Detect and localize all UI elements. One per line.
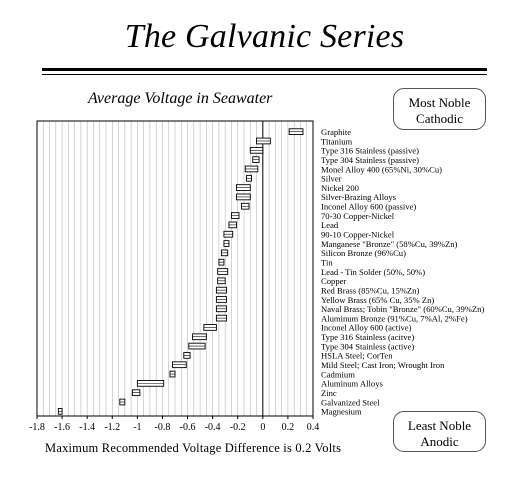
least-noble-box — [393, 411, 486, 452]
metal-label: Titanium — [321, 136, 353, 147]
x-tick-label: -1 — [133, 422, 142, 433]
metal-label: Magnesium — [321, 406, 362, 417]
metal-label: Type 304 Stainless (active) — [321, 341, 415, 352]
title-rule-thin — [42, 74, 487, 75]
cathodic-label: Cathodic — [416, 111, 463, 126]
metal-label: Mild Steel; Cast Iron; Wrought Iron — [321, 360, 445, 371]
metal-label: Copper — [321, 276, 347, 287]
x-tick-label: -1.8 — [29, 422, 45, 433]
anodic-label: Anodic — [420, 434, 459, 449]
metal-label: Type 304 Stainless (passive) — [321, 154, 419, 165]
metal-label: Cadmium — [321, 369, 355, 380]
least-noble-label: Least Noble — [407, 418, 472, 433]
metal-label: Graphite — [321, 126, 352, 137]
footer-note: Maximum Recommended Voltage Difference is 0.2 Volts — [45, 441, 342, 455]
metal-label: 70-30 Copper-Nickel — [321, 210, 395, 221]
x-axis-tick-labels — [29, 416, 319, 433]
metal-label: Type 316 Stainless (passive) — [321, 145, 419, 156]
metal-label: Monel Alloy 400 (65%Ni, 30%Cu) — [321, 164, 443, 175]
metal-label: Silver — [321, 173, 342, 184]
x-tick-label: -1.2 — [104, 422, 121, 433]
metal-label: Tin — [321, 257, 333, 268]
x-tick-label: 0 — [260, 422, 266, 433]
metal-label: Lead - Tin Solder (50%, 50%) — [321, 266, 426, 277]
x-tick-label: -0.6 — [179, 422, 196, 433]
metal-label: Lead — [321, 220, 339, 231]
most-noble-box — [393, 88, 486, 130]
metal-label: Galvanized Steel — [321, 397, 380, 408]
x-tick-label: -1.4 — [79, 422, 96, 433]
metal-label: Silver-Brazing Alloys — [321, 192, 397, 203]
metal-labels — [321, 127, 484, 417]
metal-label: Inconel Alloy 600 (active) — [321, 322, 412, 333]
most-noble-label: Most Noble — [408, 95, 471, 110]
metal-label: Yellow Brass (65% Cu, 35% Zn) — [321, 294, 435, 305]
chart-subtitle: Average Voltage in Seawater — [88, 90, 273, 107]
chart-bars — [58, 129, 303, 414]
metal-label: Zinc — [321, 387, 337, 398]
metal-label: Silicon Bronze (96%Cu) — [321, 248, 406, 259]
x-tick-label: 0.4 — [306, 422, 320, 433]
metal-label: Red Brass (85%Cu, 15%Zn) — [321, 285, 420, 296]
x-tick-label: -0.2 — [229, 422, 246, 433]
metal-label: Aluminum Alloys — [321, 378, 383, 389]
title-rule-thick — [42, 68, 487, 71]
x-tick-label: -0.8 — [154, 422, 171, 433]
metal-label: Type 316 Stainless (acitve) — [321, 332, 415, 343]
page-title: The Galvanic Series — [124, 18, 405, 55]
metal-label: Manganese "Bronze" (58%Cu, 39%Zn) — [321, 238, 458, 249]
metal-label: Inconel Alloy 600 (passive) — [321, 201, 417, 212]
x-tick-label: -1.6 — [54, 422, 71, 433]
metal-label: HSLA Steel; CorTen — [321, 350, 393, 361]
metal-label: 90-10 Copper-Nickel — [321, 229, 395, 240]
metal-label: Nickel 200 — [321, 182, 359, 193]
x-tick-label: 0.2 — [281, 422, 295, 433]
metal-label: Naval Brass; Tobin "Bronze" (60%Cu, 39%Zn) — [321, 304, 485, 315]
x-tick-label: -0.4 — [204, 422, 221, 433]
metal-label: Aluminum Bronze (91%Cu, 7%Al, 2%Fe) — [321, 313, 468, 324]
